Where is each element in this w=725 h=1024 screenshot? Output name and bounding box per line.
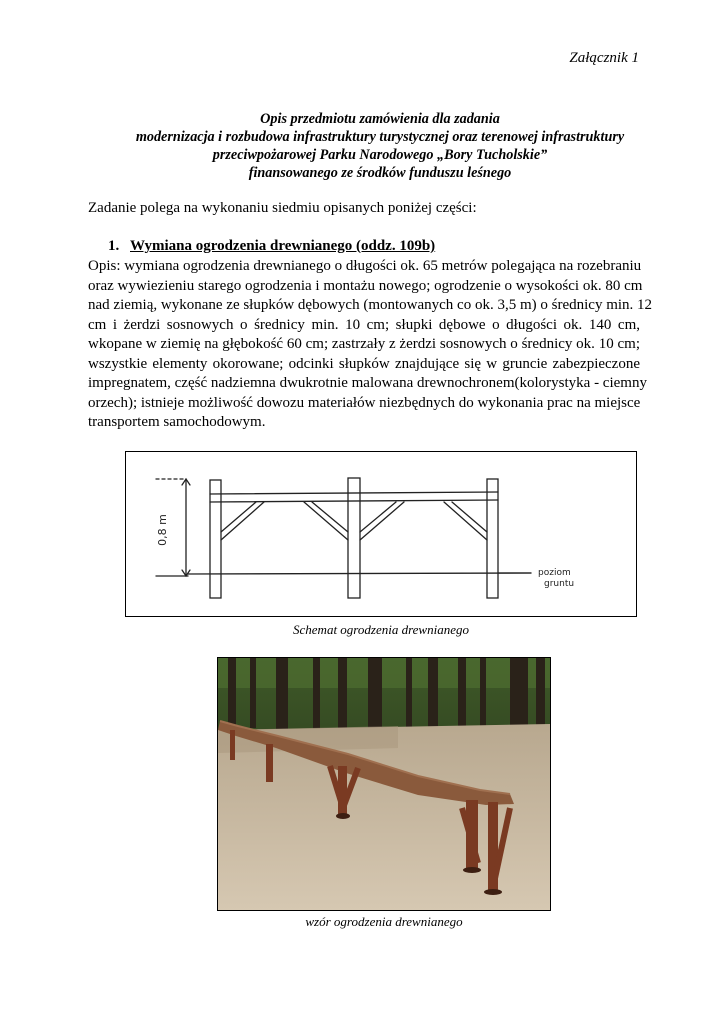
description-line: nad ziemią, wykonane ze słupków dębowych (montowanych co ok. 3,5 m) o średnicy min. 12: [88, 297, 653, 313]
document-title: [60, 110, 700, 182]
fence-scheme-svg: [126, 452, 638, 618]
ground-level-label-1: poziom: [538, 568, 571, 578]
intro-paragraph: Zadanie polega na wykonaniu siedmiu opisanych poniżej części:: [88, 200, 477, 216]
title-line-1: Opis przedmiotu zamówienia dla zadania: [260, 111, 500, 127]
fence-photo-illustration: [218, 658, 551, 911]
annex-label: Załącznik 1: [569, 50, 639, 66]
description-line: wkopane w ziemię na głębokość 60 cm; zastrzały z żerdzi sosnowych o średnicy ok. 10 cm;: [88, 336, 640, 352]
section-1-number: 1.: [108, 238, 120, 254]
title-line-2: modernizacja i rozbudowa infrastruktury turystycznej oraz terenowej infrastruktury: [135, 129, 625, 145]
description-line: impregnatem, część nadziemna dwukrotnie malowana drewnochronem(kolorystyka - ciemny: [88, 375, 647, 391]
scheme-caption: Schemat ogrodzenia drewnianego: [293, 622, 469, 637]
photo-caption: wzór ogrodzenia drewnianego: [305, 914, 463, 929]
section-1-title: Wymiana ogrodzenia drewnianego (oddz. 109b): [130, 238, 436, 254]
description-line: oraz wywiezieniu starego ogrodzenia i montażu nowego; ogrodzenie o wysokości ok. 80 cm: [88, 277, 643, 294]
title-line-3: przeciwpożarowej Parku Narodowego „Bory Tucholskie”: [212, 147, 548, 163]
section-1-description: [88, 257, 653, 433]
description-line: transportem samochodowym.: [88, 414, 266, 430]
section-1-heading: [108, 238, 435, 255]
description-line: cm i żerdzi sosnowych o średnicy min. 10 cm; słupki dębowe o długości ok. 140 cm,: [88, 316, 640, 333]
height-dimension-label: 0,8 m: [156, 514, 169, 546]
description-line: orzech); istnieje możliwość dowozu materiałów niezbędnych do wykonania prac na miejsce: [88, 394, 641, 411]
fence-scheme-drawing: [125, 451, 637, 617]
fence-photo: [217, 657, 551, 911]
description-line: Opis: wymiana ogrodzenia drewnianego o długości ok. 65 metrów polegająca na rozebraniu: [88, 258, 642, 274]
ground-level-label-2: gruntu: [544, 579, 575, 589]
description-line: wszystkie elementy okorowane; odcinki słupków znajdujące się w gruncie zabezpieczone: [88, 355, 640, 372]
title-line-4: finansowanego ze środków funduszu leśnego: [248, 165, 512, 181]
